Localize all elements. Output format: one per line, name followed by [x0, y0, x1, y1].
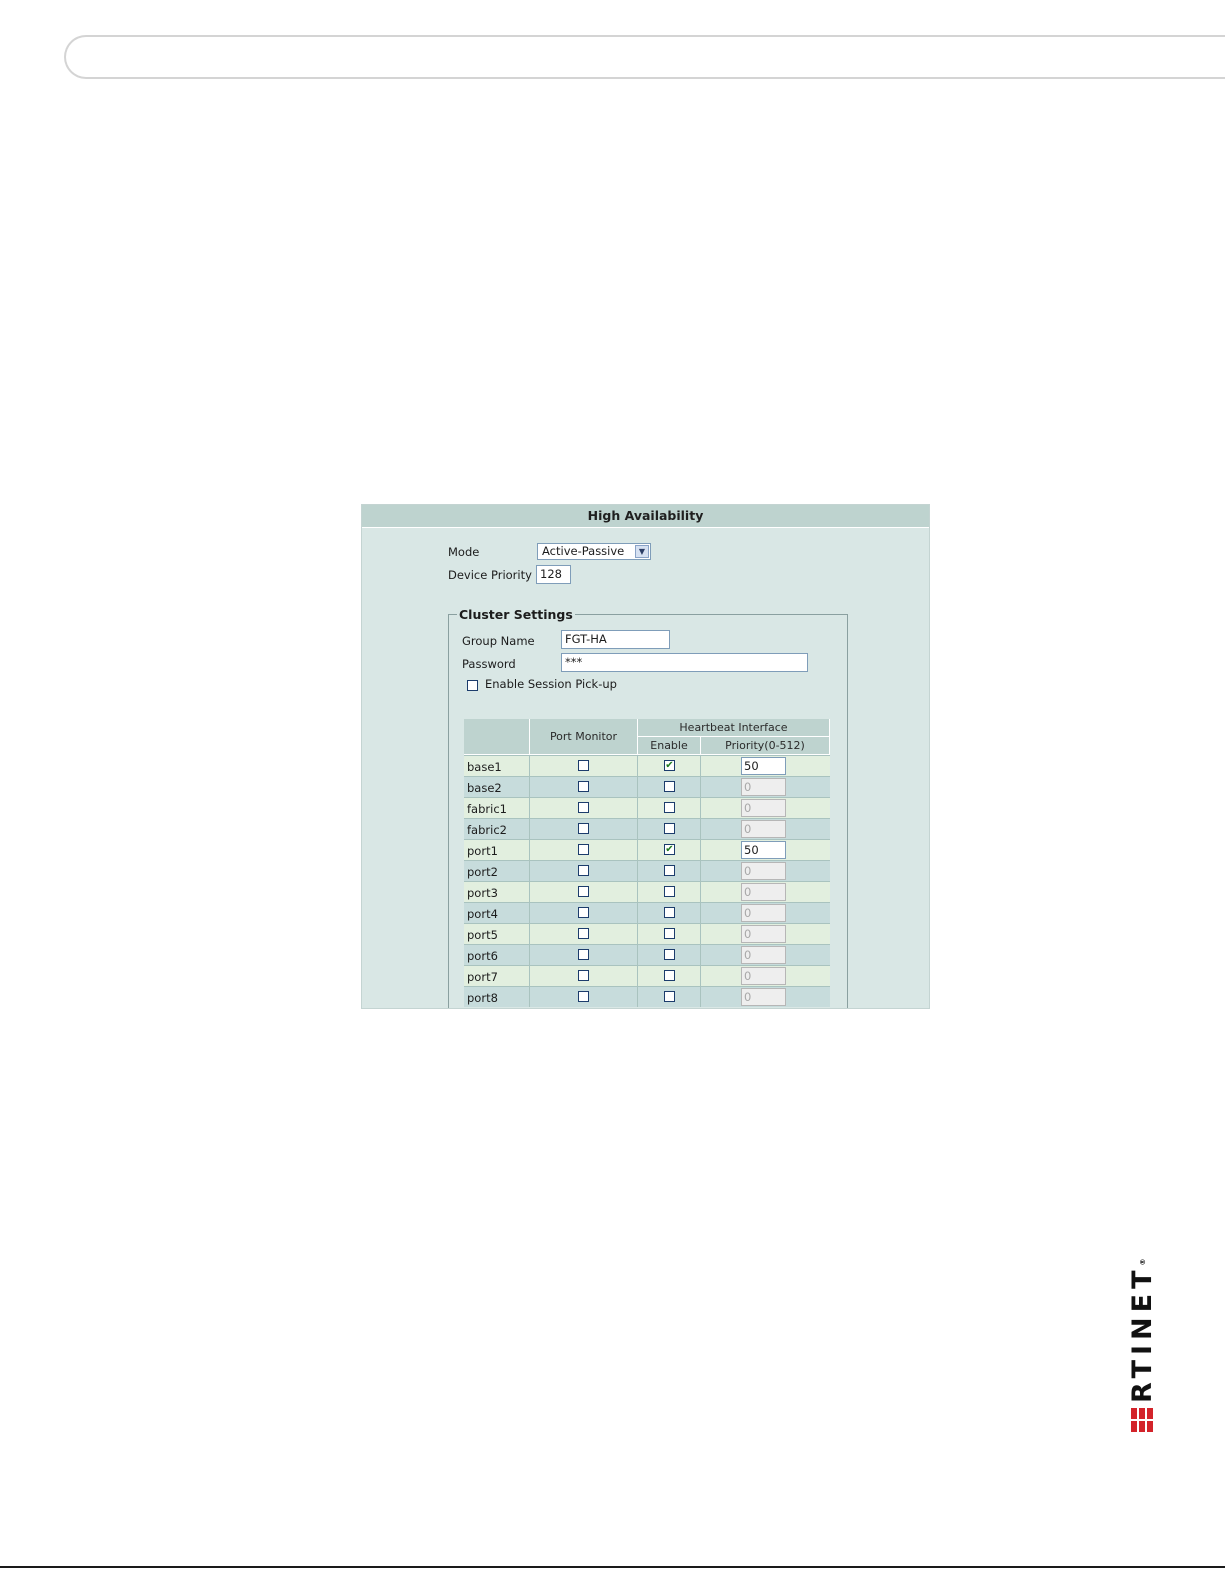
- chevron-down-icon[interactable]: ▼: [635, 545, 649, 558]
- heartbeat-enable-cell: [638, 861, 701, 881]
- port-name: port1: [467, 844, 498, 858]
- heartbeat-enable-cell: [638, 987, 701, 1007]
- port-monitor-cell: [530, 903, 638, 923]
- heartbeat-priority-input[interactable]: 0: [741, 904, 786, 922]
- heartbeat-enable-checkbox[interactable]: ✔: [665, 760, 674, 771]
- port-monitor-cell: [530, 798, 638, 818]
- heartbeat-enable-cell: [638, 756, 701, 776]
- heartbeat-enable-cell: [638, 945, 701, 965]
- table-row: [464, 965, 830, 986]
- table-row: [464, 902, 830, 923]
- port-monitor-checkbox[interactable]: [578, 802, 589, 813]
- heartbeat-priority-input[interactable]: 0: [741, 883, 786, 901]
- port-monitor-checkbox[interactable]: [578, 928, 589, 939]
- port-monitor-cell: [530, 861, 638, 881]
- table-row: [464, 818, 830, 839]
- port-monitor-checkbox[interactable]: [578, 844, 589, 855]
- fortinet-logo: [1127, 1192, 1158, 1432]
- port-name-cell: [464, 924, 530, 944]
- heartbeat-priority-input[interactable]: 50: [741, 841, 786, 859]
- logo-wordmark: RTINET: [1127, 1265, 1158, 1403]
- page-header-bar: [64, 35, 1225, 79]
- heartbeat-priority-input[interactable]: 50: [741, 757, 786, 775]
- port-name: port5: [467, 928, 498, 942]
- port-name-cell: [464, 819, 530, 839]
- heartbeat-enable-cell: [638, 903, 701, 923]
- heartbeat-enable-checkbox[interactable]: [664, 802, 675, 813]
- heartbeat-enable-cell: [638, 777, 701, 797]
- heartbeat-priority-input[interactable]: 0: [741, 799, 786, 817]
- session-pickup-label: Enable Session Pick-up: [485, 677, 617, 691]
- port-name: fabric2: [467, 823, 507, 837]
- table-row: [464, 797, 830, 818]
- heartbeat-priority-input[interactable]: 0: [741, 946, 786, 964]
- heartbeat-interface-header: Heartbeat Interface: [638, 719, 830, 737]
- port-name: port4: [467, 907, 498, 921]
- heartbeat-enable-cell: [638, 924, 701, 944]
- device-priority-input[interactable]: 128: [536, 565, 571, 584]
- heartbeat-enable-checkbox[interactable]: [664, 823, 675, 834]
- heartbeat-priority-input[interactable]: 0: [741, 967, 786, 985]
- heartbeat-enable-cell: [638, 966, 701, 986]
- group-name-label: Group Name: [462, 634, 535, 648]
- heartbeat-enable-checkbox[interactable]: [664, 907, 675, 918]
- port-monitor-checkbox[interactable]: [578, 991, 589, 1002]
- password-label: Password: [462, 657, 516, 671]
- table-row: [464, 755, 830, 776]
- table-row: [464, 986, 830, 1007]
- table-row: [464, 881, 830, 902]
- heartbeat-enable-cell: [638, 819, 701, 839]
- heartbeat-enable-checkbox[interactable]: [664, 949, 675, 960]
- port-monitor-cell: [530, 819, 638, 839]
- port-name-cell: [464, 882, 530, 902]
- port-name-cell: [464, 756, 530, 776]
- port-monitor-cell: [530, 966, 638, 986]
- port-monitor-cell: [530, 924, 638, 944]
- port-monitor-checkbox[interactable]: [578, 970, 589, 981]
- port-monitor-checkbox[interactable]: [578, 760, 589, 771]
- heartbeat-enable-cell: [638, 840, 701, 860]
- priority-header: Priority(0-512): [701, 737, 830, 755]
- heartbeat-priority-input[interactable]: 0: [741, 820, 786, 838]
- heartbeat-enable-checkbox[interactable]: [664, 781, 675, 792]
- port-name-cell: [464, 840, 530, 860]
- port-monitor-checkbox[interactable]: [578, 865, 589, 876]
- heartbeat-enable-checkbox[interactable]: [664, 991, 675, 1002]
- heartbeat-enable-checkbox[interactable]: [664, 928, 675, 939]
- mode-select[interactable]: [537, 543, 651, 560]
- port-monitor-checkbox[interactable]: [578, 949, 589, 960]
- port-name-cell: [464, 777, 530, 797]
- page-footer-rule: [0, 1566, 1225, 1568]
- heartbeat-enable-checkbox[interactable]: [664, 886, 675, 897]
- high-availability-panel: [361, 504, 930, 1009]
- port-name: base2: [467, 781, 502, 795]
- port-name-cell: [464, 945, 530, 965]
- password-input[interactable]: ***: [561, 653, 808, 672]
- port-name-cell: [464, 798, 530, 818]
- port-name: port7: [467, 970, 498, 984]
- port-monitor-checkbox[interactable]: [578, 907, 589, 918]
- registered-mark: ®: [1139, 1258, 1147, 1266]
- heartbeat-enable-cell: [638, 882, 701, 902]
- group-name-input[interactable]: FGT-HA: [561, 630, 670, 649]
- interface-rows: [464, 755, 830, 1007]
- enable-header: Enable: [638, 737, 701, 755]
- mode-select-value: Active-Passive: [542, 544, 625, 558]
- port-name: port2: [467, 865, 498, 879]
- heartbeat-enable-checkbox[interactable]: [664, 865, 675, 876]
- port-monitor-cell: [530, 777, 638, 797]
- heartbeat-enable-checkbox[interactable]: ✔: [665, 844, 674, 855]
- port-name: port8: [467, 991, 498, 1005]
- heartbeat-enable-cell: [638, 798, 701, 818]
- port-monitor-checkbox[interactable]: [578, 781, 589, 792]
- port-monitor-cell: [530, 987, 638, 1007]
- port-monitor-checkbox[interactable]: [578, 823, 589, 834]
- heartbeat-priority-input[interactable]: 0: [741, 925, 786, 943]
- port-name-cell: [464, 861, 530, 881]
- table-row: [464, 944, 830, 965]
- heartbeat-enable-checkbox[interactable]: [664, 970, 675, 981]
- interface-table: [464, 719, 830, 1007]
- heartbeat-priority-input[interactable]: 0: [741, 778, 786, 796]
- port-monitor-header: Port Monitor: [530, 719, 638, 755]
- session-pickup-checkbox[interactable]: [467, 680, 478, 691]
- table-row: [464, 860, 830, 881]
- port-name: port6: [467, 949, 498, 963]
- heartbeat-priority-input[interactable]: 0: [741, 988, 786, 1006]
- port-name-cell: [464, 903, 530, 923]
- port-name: fabric1: [467, 802, 507, 816]
- port-name-cell: [464, 987, 530, 1007]
- port-monitor-checkbox[interactable]: [578, 886, 589, 897]
- heartbeat-priority-input[interactable]: 0: [741, 862, 786, 880]
- port-name-cell: [464, 966, 530, 986]
- port-monitor-cell: [530, 945, 638, 965]
- port-name: port3: [467, 886, 498, 900]
- panel-title: High Availability: [362, 505, 929, 528]
- mode-label: Mode: [448, 545, 480, 559]
- cluster-settings-legend: Cluster Settings: [459, 607, 573, 622]
- port-monitor-cell: [530, 756, 638, 776]
- fortinet-logo-mark-icon: [1131, 1408, 1153, 1432]
- port-monitor-cell: [530, 882, 638, 902]
- table-row: [464, 776, 830, 797]
- table-row: [464, 839, 830, 860]
- table-row: [464, 923, 830, 944]
- port-monitor-cell: [530, 840, 638, 860]
- device-priority-label: Device Priority: [448, 568, 532, 582]
- port-name: base1: [467, 760, 502, 774]
